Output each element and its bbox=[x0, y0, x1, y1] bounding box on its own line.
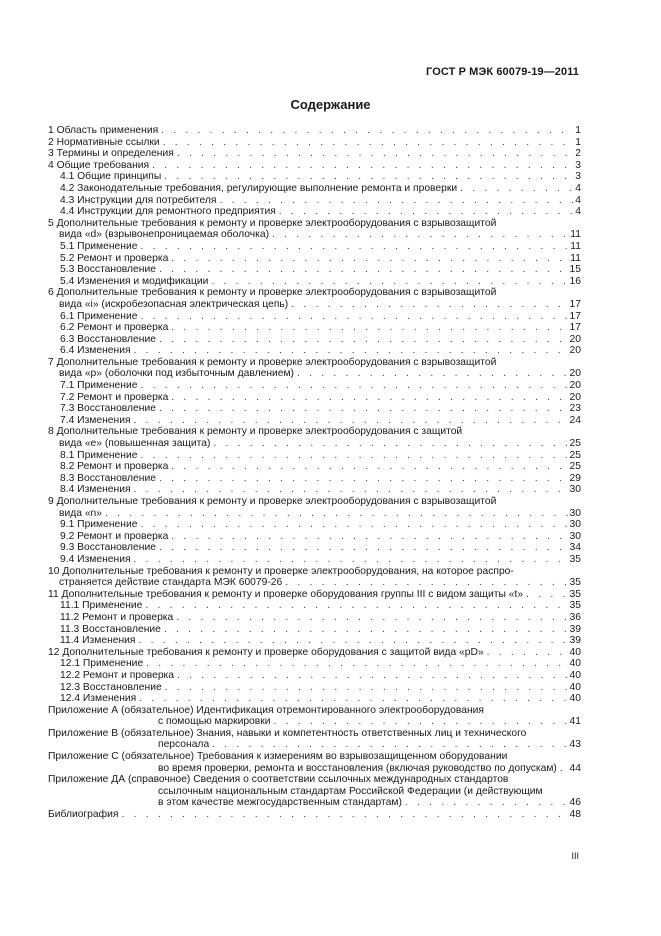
toc-page-number: 23 bbox=[569, 403, 581, 415]
toc-entry[interactable] bbox=[48, 473, 581, 485]
dot-leader bbox=[171, 531, 568, 543]
toc-entry-text: 11.3 Восстановление bbox=[60, 623, 161, 635]
toc-line bbox=[48, 438, 581, 450]
toc-page-number: 40 bbox=[569, 658, 581, 670]
toc-page-number: 40 bbox=[569, 693, 581, 705]
dot-leader bbox=[560, 763, 569, 775]
dot-leader bbox=[139, 693, 568, 705]
toc-entry-text: 4.2 Законодательные требования, регулирующие выполнение ремонта и проверки bbox=[60, 182, 458, 194]
toc-line bbox=[48, 160, 581, 172]
dot-leader bbox=[460, 183, 574, 195]
toc-entry-text: 12.3 Восстановление bbox=[60, 681, 162, 693]
toc-entry-text: ссылочным национальным стандартам Российской Федерации (и действующим bbox=[158, 785, 543, 797]
toc-entry-text: 8.1 Применение bbox=[60, 449, 138, 461]
dot-leader bbox=[279, 206, 574, 218]
dot-leader bbox=[134, 345, 569, 357]
toc-entry[interactable] bbox=[48, 612, 581, 624]
toc-entry[interactable] bbox=[48, 635, 581, 647]
toc-page-number: 35 bbox=[569, 577, 581, 589]
toc-entry-text: 5.4 Изменения и модификации bbox=[60, 275, 209, 287]
toc-entry[interactable] bbox=[48, 484, 581, 496]
dot-leader bbox=[211, 276, 568, 288]
toc-page-number: 17 bbox=[569, 298, 581, 310]
toc-entry[interactable] bbox=[48, 322, 581, 334]
toc-entry-text: 11.2 Ремонт и проверка bbox=[60, 611, 174, 623]
toc-entry-text: Приложение С (обязательное) Требования к измерениям во взрывозащищенном оборудовании bbox=[48, 751, 508, 763]
toc-line bbox=[48, 763, 581, 775]
dot-leader bbox=[146, 658, 568, 670]
toc-entry[interactable] bbox=[48, 566, 581, 589]
toc-line bbox=[48, 206, 581, 218]
dot-leader bbox=[164, 171, 574, 183]
toc-page-number: 11 bbox=[570, 240, 581, 252]
toc-line bbox=[48, 612, 581, 624]
toc-page-number: 29 bbox=[569, 472, 581, 484]
toc-entry-text: 5.3 Восстановление bbox=[60, 264, 156, 276]
toc-line bbox=[48, 647, 581, 659]
toc-entry-text: страняется действие стандарта МЭК 60079-26 bbox=[59, 577, 283, 589]
toc-entry-text: 6 Дополнительные требования к ремонту и проверке электрооборудования с взрывозащитой bbox=[48, 287, 497, 299]
toc-line bbox=[48, 624, 581, 636]
toc-entry[interactable] bbox=[48, 728, 581, 751]
dot-leader bbox=[159, 334, 569, 346]
toc-entry-text: 6.1 Применение bbox=[60, 310, 138, 322]
toc-page-number: 4 bbox=[575, 194, 581, 206]
toc-entry[interactable] bbox=[48, 357, 581, 380]
toc-line bbox=[48, 345, 581, 357]
toc-page-number: 34 bbox=[569, 542, 581, 554]
toc-page-number: 40 bbox=[569, 681, 581, 693]
toc-line bbox=[48, 739, 581, 751]
dot-leader bbox=[159, 473, 569, 485]
toc-page-number: 43 bbox=[569, 739, 581, 751]
toc-entry[interactable] bbox=[48, 345, 581, 357]
toc-page-number: 40 bbox=[569, 669, 581, 681]
toc-entry[interactable] bbox=[48, 218, 581, 241]
toc-entry-text: персонала bbox=[158, 739, 210, 751]
dot-leader bbox=[152, 160, 574, 172]
toc-entry-text: 7.2 Ремонт и проверка bbox=[60, 391, 169, 403]
toc-entry-text: вида «е» (повышенная защита) bbox=[59, 438, 211, 450]
toc-entry[interactable] bbox=[48, 125, 581, 137]
toc-entry-text: 8.4 Изменения bbox=[60, 484, 131, 496]
toc-entry-text: 5.2 Ремонт и проверка bbox=[60, 252, 169, 264]
toc-page-number: 16 bbox=[569, 275, 581, 287]
toc-entry-text: 2 Нормативные ссылки bbox=[48, 136, 160, 148]
toc-line bbox=[48, 508, 581, 520]
dot-leader bbox=[140, 241, 569, 253]
toc-line bbox=[48, 183, 581, 195]
toc-entry[interactable] bbox=[48, 670, 581, 682]
toc-entry-text: 4.4 Инструкции для ремонтного предприятия bbox=[60, 206, 276, 218]
toc-entry-text: 11.4 Изменения bbox=[60, 635, 136, 647]
dot-leader bbox=[171, 461, 568, 473]
dot-leader bbox=[121, 809, 568, 821]
toc-page-number: 3 bbox=[575, 171, 581, 183]
dot-leader bbox=[134, 554, 569, 566]
toc-entry-text: 9 Дополнительные требования к ремонту и проверке электрооборудования с взрывозащитой bbox=[48, 496, 497, 507]
toc-entry[interactable] bbox=[48, 496, 581, 519]
dot-leader bbox=[140, 519, 568, 531]
standard-designation: ГОСТ Р МЭК 60079-19—2011 bbox=[426, 66, 579, 78]
toc-entry-text: 5.1 Применение bbox=[60, 240, 138, 252]
toc-line bbox=[48, 554, 581, 566]
toc-line bbox=[48, 380, 581, 392]
toc-entry-text: Приложение ДА (справочное) Сведения о соответствии ссылочных международных стандартов bbox=[48, 774, 509, 786]
toc-entry-text: 6.2 Ремонт и проверка bbox=[60, 322, 169, 334]
toc-entry-text: 1 Область применения bbox=[48, 125, 159, 136]
toc-page-number: 41 bbox=[569, 716, 581, 728]
toc-line bbox=[48, 415, 581, 427]
dot-leader bbox=[105, 508, 569, 520]
toc-entry-text: 7 Дополнительные требования к ремонту и проверке электрооборудования с взрывозащитой bbox=[48, 356, 497, 368]
toc-page-number: 20 bbox=[569, 380, 581, 392]
toc-entry-text: 3 Термины и определения bbox=[48, 148, 174, 160]
toc-page-number: 46 bbox=[569, 797, 581, 809]
toc-page-number: 25 bbox=[569, 449, 581, 461]
toc-entry[interactable] bbox=[48, 287, 581, 310]
dot-leader bbox=[140, 450, 568, 462]
toc-entry-text: Приложение В (обязательное) Знания, навыки и компетентность ответственных лиц и технического bbox=[48, 727, 527, 739]
dot-leader bbox=[171, 253, 569, 265]
toc-page-number: 20 bbox=[569, 368, 581, 380]
toc-entry-text: 12.4 Изменения bbox=[60, 693, 137, 705]
toc-line bbox=[48, 670, 581, 682]
dot-leader bbox=[164, 624, 569, 636]
toc-page-number: 1 bbox=[575, 136, 581, 148]
dot-leader bbox=[139, 635, 569, 647]
toc-entry[interactable] bbox=[48, 183, 581, 195]
toc-entry[interactable] bbox=[48, 542, 581, 554]
toc-entry[interactable] bbox=[48, 392, 581, 404]
toc-entry[interactable] bbox=[48, 589, 581, 601]
toc-entry[interactable] bbox=[48, 276, 581, 288]
toc-entry-text: 12.1 Применение bbox=[60, 658, 144, 670]
toc-page-number: 11 bbox=[570, 229, 581, 241]
toc-entry-text: 6.3 Восстановление bbox=[60, 333, 156, 345]
toc-line bbox=[48, 195, 581, 207]
toc-entry[interactable] bbox=[48, 809, 581, 821]
toc-entry[interactable] bbox=[48, 554, 581, 566]
toc-entry-text: 4 Общие требования bbox=[48, 159, 150, 171]
toc-entry-text: 6.4 Изменения bbox=[60, 345, 131, 357]
toc-entry-text: 12.2 Ремонт и проверка bbox=[60, 669, 175, 681]
toc-entry[interactable] bbox=[48, 682, 581, 694]
toc-page-number: 39 bbox=[569, 623, 581, 635]
dot-leader bbox=[165, 682, 569, 694]
toc-entry-text: вида «d» (взрывонепроницаемая оболочка) bbox=[59, 229, 270, 241]
dot-leader bbox=[176, 612, 568, 624]
dot-leader bbox=[177, 148, 574, 160]
toc-line bbox=[48, 392, 581, 404]
dot-leader bbox=[526, 589, 568, 601]
dot-leader bbox=[291, 299, 568, 311]
toc-entry-text: 7.4 Изменения bbox=[60, 414, 131, 426]
toc-page-number: 30 bbox=[569, 519, 581, 531]
toc-entry-text: 10 Дополнительные требования к ремонту и проверке электрооборудования, на которое распро- bbox=[48, 565, 514, 577]
toc-entry-text: вида «р» (оболочки под избыточным давлением) bbox=[59, 368, 294, 380]
toc-page-number: 25 bbox=[569, 461, 581, 473]
toc-line bbox=[48, 600, 581, 612]
page-number: III bbox=[571, 851, 579, 861]
dot-leader bbox=[285, 577, 568, 589]
dot-leader bbox=[145, 600, 568, 612]
toc-line bbox=[48, 276, 581, 288]
dot-leader bbox=[140, 311, 568, 323]
toc-entry-text: 5 Дополнительные требования к ремонту и проверке электрооборудования с взрывозащитой bbox=[48, 217, 497, 229]
toc-line bbox=[48, 693, 581, 705]
dot-leader bbox=[297, 368, 569, 380]
toc-page-number: 39 bbox=[569, 635, 581, 647]
toc-line bbox=[48, 797, 581, 809]
toc-entry[interactable] bbox=[48, 647, 581, 659]
toc-entry[interactable] bbox=[48, 751, 581, 774]
toc-page-number: 40 bbox=[569, 646, 581, 658]
toc-line bbox=[48, 241, 581, 253]
dot-leader bbox=[159, 403, 569, 415]
dot-leader bbox=[405, 797, 569, 809]
toc-entry-text: во время проверки, ремонта и восстановления (включая руководство по допускам) bbox=[158, 762, 557, 774]
toc-line bbox=[48, 542, 581, 554]
toc-line bbox=[48, 125, 581, 137]
toc-line bbox=[48, 716, 581, 728]
toc-entry[interactable] bbox=[48, 160, 581, 172]
toc-entry-text: 9.4 Изменения bbox=[60, 553, 131, 565]
toc-entry[interactable] bbox=[48, 264, 581, 276]
toc-page-number: 30 bbox=[569, 530, 581, 542]
toc-line bbox=[48, 229, 581, 241]
dot-leader bbox=[163, 137, 575, 149]
toc-line bbox=[48, 473, 581, 485]
toc-page-number: 48 bbox=[569, 809, 581, 821]
toc-line bbox=[48, 264, 581, 276]
toc-entry[interactable] bbox=[48, 600, 581, 612]
toc-entry[interactable] bbox=[48, 137, 581, 149]
toc-entry[interactable] bbox=[48, 450, 581, 462]
dot-leader bbox=[134, 415, 569, 427]
toc-line bbox=[48, 299, 581, 311]
toc-entry-text: Библиография bbox=[48, 809, 119, 821]
toc-page-number: 36 bbox=[569, 611, 581, 623]
toc-entry-text: вида «i» (искробезопасная электрическая цепь) bbox=[59, 298, 289, 310]
toc-page-number: 35 bbox=[569, 553, 581, 565]
toc-entry[interactable] bbox=[48, 693, 581, 705]
toc-entry-text: в этом качестве межгосударственным стандартам) bbox=[158, 797, 402, 809]
toc-line bbox=[48, 809, 581, 821]
toc-page-number: 44 bbox=[569, 762, 581, 774]
toc-page-number: 30 bbox=[569, 507, 581, 519]
toc-entry-text: 12 Дополнительные требования к ремонту и проверке оборудования с защитой вида «pD» bbox=[48, 646, 484, 658]
dot-leader bbox=[274, 716, 569, 728]
toc-entry[interactable] bbox=[48, 705, 581, 728]
toc-entry[interactable] bbox=[48, 415, 581, 427]
toc-entry-text: 8.3 Восстановление bbox=[60, 472, 156, 484]
toc-page-number: 17 bbox=[569, 310, 581, 322]
toc-entry[interactable] bbox=[48, 334, 581, 346]
toc-page-number: 4 bbox=[575, 206, 581, 218]
toc-line bbox=[48, 322, 581, 334]
toc-page-number: 25 bbox=[569, 438, 581, 450]
toc-page-number: 20 bbox=[569, 333, 581, 345]
toc-entry[interactable] bbox=[48, 206, 581, 218]
toc-line bbox=[48, 148, 581, 160]
dot-leader bbox=[140, 380, 568, 392]
dot-leader bbox=[159, 264, 569, 276]
toc-page-number: 20 bbox=[569, 391, 581, 403]
toc-page-number: 20 bbox=[569, 345, 581, 357]
toc-entry-text: Приложение А (обязательное) Идентификация отремонтированного электрооборудования bbox=[48, 704, 484, 716]
toc-line bbox=[48, 311, 581, 323]
dot-leader bbox=[159, 542, 569, 554]
toc-page-number: 35 bbox=[569, 588, 581, 600]
toc-page-number: 1 bbox=[575, 125, 581, 136]
toc-entry[interactable] bbox=[48, 171, 581, 183]
toc-line bbox=[48, 334, 581, 346]
toc-line bbox=[48, 577, 581, 589]
toc-page-number: 4 bbox=[575, 182, 581, 194]
dot-leader bbox=[171, 322, 568, 334]
table-of-contents bbox=[48, 125, 581, 821]
dot-leader bbox=[487, 647, 569, 659]
toc-entry-text: 8.2 Ремонт и проверка bbox=[60, 461, 169, 473]
toc-entry[interactable] bbox=[48, 241, 581, 253]
toc-entry-text: с помощью маркировки bbox=[158, 716, 271, 728]
toc-entry-text: 8 Дополнительные требования к ремонту и проверке электрооборудования с защитой bbox=[48, 426, 463, 438]
toc-entry[interactable] bbox=[48, 148, 581, 160]
dot-leader bbox=[171, 392, 568, 404]
toc-entry[interactable] bbox=[48, 624, 581, 636]
toc-entry[interactable] bbox=[48, 380, 581, 392]
dot-leader bbox=[177, 670, 569, 682]
toc-page-number: 15 bbox=[569, 264, 581, 276]
toc-entry[interactable] bbox=[48, 461, 581, 473]
toc-entry-text: 9.2 Ремонт и проверка bbox=[60, 530, 169, 542]
toc-page-number: 35 bbox=[569, 600, 581, 612]
dot-leader bbox=[161, 125, 574, 137]
toc-line bbox=[48, 589, 581, 601]
toc-entry-text: 7.1 Применение bbox=[60, 380, 138, 392]
toc-entry[interactable] bbox=[48, 774, 581, 809]
toc-page-number: 2 bbox=[575, 148, 581, 160]
toc-entry[interactable] bbox=[48, 403, 581, 415]
toc-line bbox=[48, 682, 581, 694]
toc-entry-text: 9.3 Восстановление bbox=[60, 542, 156, 554]
toc-page-number: 30 bbox=[569, 484, 581, 496]
toc-line bbox=[48, 368, 581, 380]
toc-entry[interactable] bbox=[48, 195, 581, 207]
toc-entry[interactable] bbox=[48, 531, 581, 543]
toc-entry[interactable] bbox=[48, 519, 581, 531]
toc-entry-text: 11.1 Применение bbox=[60, 600, 143, 612]
toc-entry-text: 11 Дополнительные требования к ремонту и проверке оборудования группы III с видом защиты «t» bbox=[48, 588, 524, 600]
toc-page-number: 11 bbox=[570, 252, 581, 264]
dot-leader bbox=[272, 229, 569, 241]
toc-entry-text: 9.1 Применение bbox=[60, 519, 138, 531]
toc-line bbox=[48, 253, 581, 265]
toc-line bbox=[48, 137, 581, 149]
toc-line bbox=[48, 450, 581, 462]
toc-page-number: 3 bbox=[575, 159, 581, 171]
toc-line bbox=[48, 171, 581, 183]
toc-entry-text: 7.3 Восстановление bbox=[60, 403, 156, 415]
toc-line bbox=[48, 403, 581, 415]
toc-entry[interactable] bbox=[48, 658, 581, 670]
toc-line bbox=[48, 519, 581, 531]
toc-entry-text: вида «n» bbox=[59, 507, 102, 519]
toc-entry[interactable] bbox=[48, 311, 581, 323]
toc-line bbox=[48, 484, 581, 496]
dot-leader bbox=[134, 484, 569, 496]
toc-page-number: 24 bbox=[569, 414, 581, 426]
toc-entry-text: 4.1 Общие принципы bbox=[60, 171, 162, 183]
toc-entry[interactable] bbox=[48, 253, 581, 265]
toc-line bbox=[48, 635, 581, 647]
dot-leader bbox=[213, 438, 568, 450]
toc-entry[interactable] bbox=[48, 426, 581, 449]
toc-line bbox=[48, 658, 581, 670]
dot-leader bbox=[219, 195, 574, 207]
toc-entry-text: 4.3 Инструкции для потребителя bbox=[60, 194, 217, 206]
dot-leader bbox=[212, 739, 568, 751]
toc-line bbox=[48, 461, 581, 473]
page-title: Содержание bbox=[290, 97, 371, 112]
toc-page-number: 17 bbox=[569, 322, 581, 334]
toc-line bbox=[48, 531, 581, 543]
